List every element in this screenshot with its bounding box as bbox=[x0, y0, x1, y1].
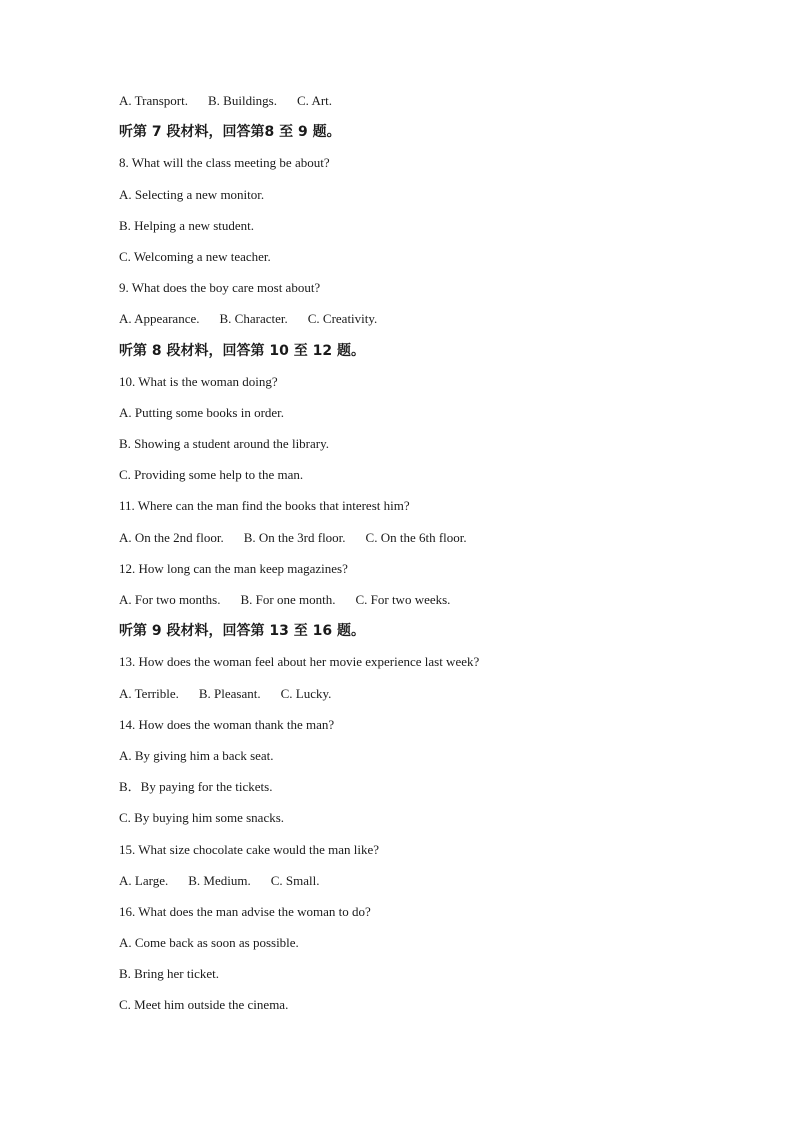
section-heading: 听第 9 段材料，回答第 13 至 16 题。 bbox=[119, 623, 365, 640]
question-line: B. Helping a new student. bbox=[119, 217, 255, 233]
answer-option: A. Terrible. bbox=[119, 685, 179, 701]
question-line: A. Selecting a new monitor. bbox=[119, 186, 265, 202]
section-heading: 听第 7 段材料，回答第8 至 9 题。 bbox=[119, 124, 341, 141]
question-line: B. Showing a student around the library. bbox=[119, 436, 330, 452]
answer-option: A. Large. bbox=[119, 872, 169, 888]
answer-options-row bbox=[119, 589, 739, 620]
question-line: 8. What will the class meeting be about? bbox=[119, 155, 330, 171]
question-line: B．By paying for the tickets. bbox=[119, 779, 273, 795]
answer-option: C. Creativity. bbox=[307, 311, 378, 327]
section-heading: 听第 8 段材料，回答第 10 至 12 题。 bbox=[119, 342, 365, 359]
answer-options-row bbox=[119, 308, 739, 339]
question-line: A. Come back as soon as possible. bbox=[119, 935, 299, 951]
answer-option: B. Medium. bbox=[188, 872, 251, 888]
answer-options-row bbox=[119, 90, 739, 121]
question-line: C. Welcoming a new teacher. bbox=[119, 248, 271, 264]
answer-option: A. For two months. bbox=[119, 592, 221, 607]
question-line: B. Bring her ticket. bbox=[119, 966, 220, 982]
question-line: 12. How long can the man keep magazines? bbox=[119, 560, 348, 576]
question-line: C. By buying him some snacks. bbox=[119, 810, 285, 826]
question-line: 16. What does the man advise the woman to do? bbox=[119, 903, 371, 919]
answer-option: A. Transport. bbox=[119, 93, 188, 108]
document-page bbox=[119, 90, 739, 1026]
answer-options-row bbox=[119, 683, 739, 714]
question-line: 11. Where can the man find the books that interest him? bbox=[119, 498, 410, 514]
question-line: A. Putting some books in order. bbox=[119, 404, 285, 420]
question-line: 13. How does the woman feel about her movie experience last week? bbox=[119, 654, 480, 670]
question-line: C. Providing some help to the man. bbox=[119, 467, 304, 483]
answer-option: C. Small. bbox=[270, 872, 320, 888]
answer-option: C. Art. bbox=[297, 93, 333, 108]
answer-option: B. For one month. bbox=[240, 592, 336, 607]
question-line: 9. What does the boy care most about? bbox=[119, 280, 321, 296]
question-line: 14. How does the woman thank the man? bbox=[119, 716, 335, 732]
answer-option: C. Lucky. bbox=[280, 685, 332, 701]
answer-option: A. On the 2nd floor. bbox=[119, 529, 224, 545]
answer-option: C. For two weeks. bbox=[355, 592, 451, 607]
answer-option: B. Character. bbox=[219, 311, 288, 327]
answer-options-row bbox=[119, 870, 739, 901]
answer-option: B. On the 3rd floor. bbox=[243, 529, 346, 545]
answer-option: B. Buildings. bbox=[208, 93, 277, 108]
answer-option: A. Appearance. bbox=[119, 311, 200, 327]
question-line: 10. What is the woman doing? bbox=[119, 373, 278, 389]
question-line: C. Meet him outside the cinema. bbox=[119, 997, 289, 1013]
answer-option: C. On the 6th floor. bbox=[365, 529, 467, 545]
answer-options-row bbox=[119, 527, 739, 558]
question-line: A. By giving him a back seat. bbox=[119, 747, 274, 763]
question-line: 15. What size chocolate cake would the man like? bbox=[119, 841, 380, 857]
answer-option: B. Pleasant. bbox=[198, 685, 261, 701]
